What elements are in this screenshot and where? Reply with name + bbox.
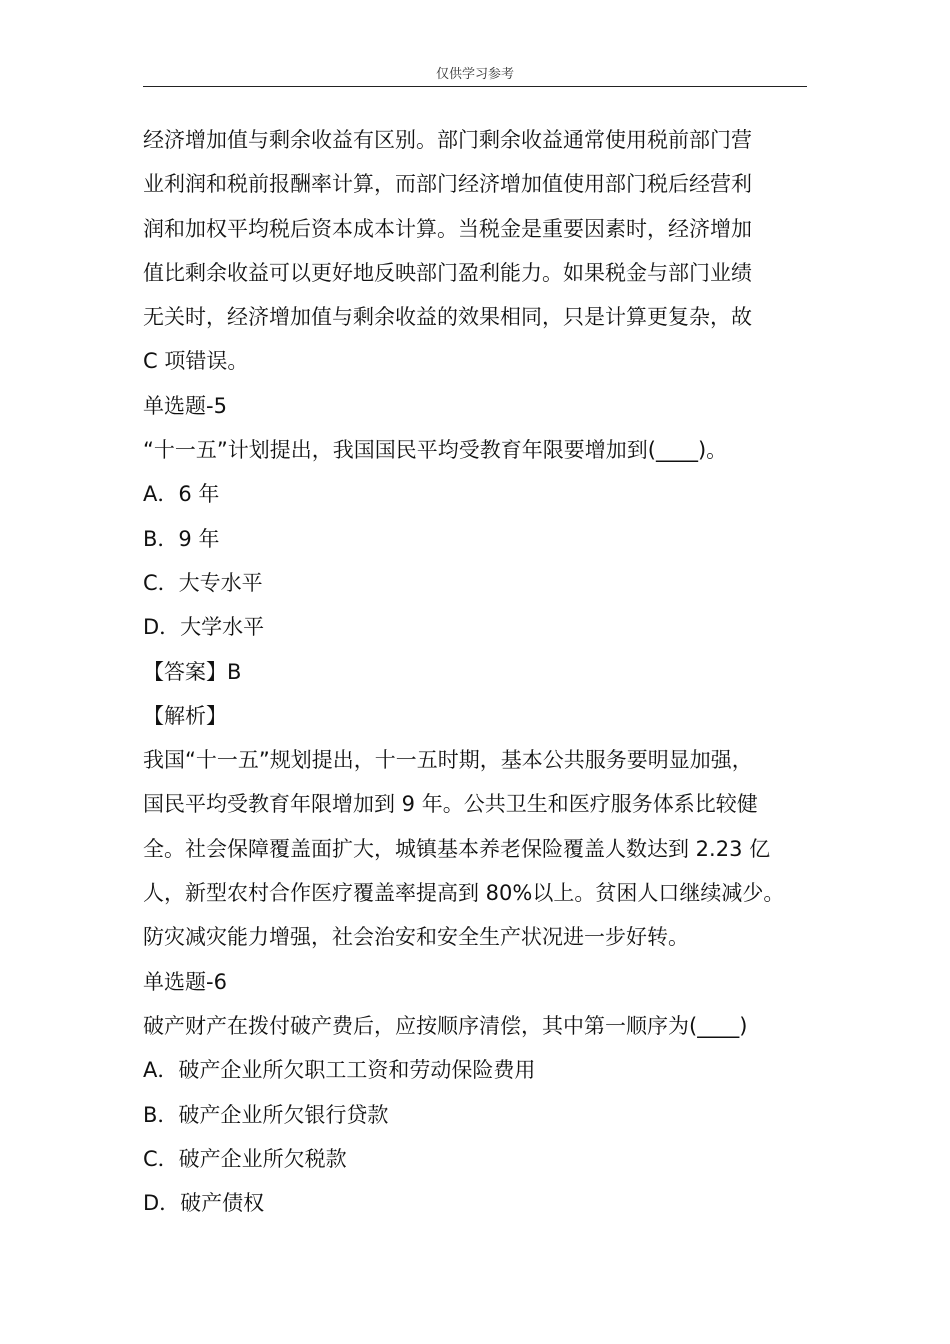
body-line-5: 无关时，经济增加值与剩余收益的效果相同，只是计算更复杂，故	[143, 305, 752, 330]
question-6-option-b: B．破产企业所欠银行贷款	[143, 1102, 389, 1127]
question-5-option-c: C．大专水平	[143, 570, 263, 595]
header-divider	[143, 86, 807, 87]
document-body	[143, 118, 809, 1225]
question-6-option-a: A．破产企业所欠职工工资和劳动保险费用	[143, 1058, 536, 1083]
question-5-stem: “十一五”计划提出，我国国民平均受教育年限要增加到(____)。	[143, 438, 728, 463]
page-header: 仅供学习参考	[435, 67, 514, 82]
body-line-4: 值比剩余收益可以更好地反映部门盈利能力。如果税金与部门业绩	[143, 260, 752, 285]
question-6-option-c: C．破产企业所欠税款	[143, 1146, 347, 1171]
question-5-answer: 【答案】B	[143, 659, 242, 684]
analysis-line-5: 防灾减灾能力增强，社会治安和安全生产状况进一步好转。	[143, 925, 689, 950]
body-line-6: C 项错误。	[143, 349, 249, 374]
body-line-3: 润和加权平均税后资本成本计算。当税金是重要因素时，经济增加	[143, 216, 752, 241]
analysis-line-1: 我国“十一五”规划提出，十一五时期，基本公共服务要明显加强，	[143, 748, 753, 773]
question-5-option-d: D．大学水平	[143, 615, 265, 640]
question-5-option-a: A．6 年	[143, 482, 220, 507]
analysis-line-3: 全。社会保障覆盖面扩大，城镇基本养老保险覆盖人数达到 2.23 亿	[143, 836, 771, 861]
question-6-option-d: D．破产债权	[143, 1191, 265, 1216]
analysis-line-4: 人，新型农村合作医疗覆盖率提高到 80%以上。贫困人口继续减少。	[143, 881, 785, 906]
question-5-analysis-label: 【解析】	[143, 703, 227, 728]
body-line-2: 业利润和税前报酬率计算，而部门经济增加值使用部门税后经营利	[143, 172, 752, 197]
question-heading-6: 单选题-6	[143, 969, 227, 994]
question-5-option-b: B．9 年	[143, 526, 220, 551]
question-heading-5: 单选题-5	[143, 393, 227, 418]
analysis-line-2: 国民平均受教育年限增加到 9 年。公共卫生和医疗服务体系比较健	[143, 792, 758, 817]
body-line-1: 经济增加值与剩余收益有区别。部门剩余收益通常使用税前部门营	[143, 128, 752, 152]
question-6-stem: 破产财产在拨付破产费后，应按顺序清偿，其中第一顺序为(____)	[143, 1013, 748, 1038]
